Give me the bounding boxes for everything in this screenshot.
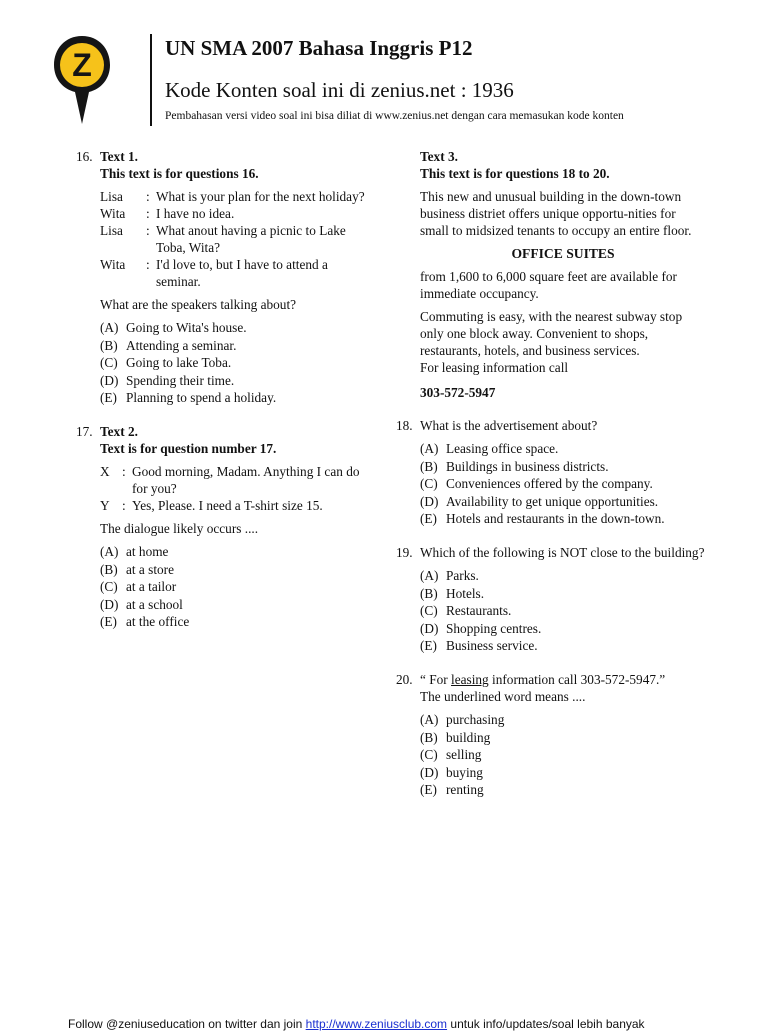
speaker: Wita [100, 206, 126, 221]
text-title: Text 3. [420, 149, 458, 164]
option-e[interactable]: (E) Planning to spend a holiday. [100, 390, 277, 406]
dialogue-line: Wita : I'd love to, but I have to attend a seminar. [100, 256, 366, 290]
speaker: X [100, 463, 110, 479]
dialogue [100, 463, 366, 514]
option-b[interactable]: (B) building [420, 729, 491, 745]
text-subtitle: This text is for questions 18 to 20. [420, 166, 610, 181]
option-d[interactable]: (D) Spending their time. [100, 372, 235, 388]
footer-line [68, 1017, 645, 1031]
zeniusclub-link[interactable]: http://www.zeniusclub.com [305, 1017, 448, 1031]
question-number: 20. [396, 671, 413, 687]
option-a[interactable]: (A) Parks. [420, 567, 479, 583]
option-e[interactable]: (E) renting [420, 782, 484, 798]
page-title: UN SMA 2007 Bahasa Inggris P12 [165, 36, 473, 60]
ad-heading: OFFICE SUITES [511, 246, 615, 261]
dialogue-line: X : Good morning, Madam. Anything I can do for you? [100, 463, 366, 497]
footer-text: Follow @zeniuseducation on twitter dan join [68, 1017, 306, 1031]
utterance: What anout having a picnic to Lake Toba, Wita? [156, 223, 346, 255]
option-b[interactable]: (B) at a store [100, 561, 174, 577]
speaker: Wita [100, 257, 126, 272]
utterance: I'd love to, but I have to attend a seminar. [156, 257, 328, 289]
question-18 [396, 417, 706, 528]
question-text: Which of the following is NOT close to the building? [420, 544, 705, 560]
dialogue-line: Wita : I have no idea. [100, 205, 366, 222]
option-d[interactable]: (D) at a school [100, 596, 183, 612]
option-a[interactable]: (A) at home [100, 543, 169, 559]
header-divider [150, 34, 152, 126]
video-note: Pembahasan versi video soal ini bisa diliat di www.zenius.net dengan cara memasukan kode konten [165, 110, 624, 122]
option-list [420, 440, 706, 528]
option-list [100, 543, 366, 631]
footer-text: untuk info/updates/soal lebih banyak [447, 1017, 645, 1031]
quote-line: “ For leasing information call 303-572-5947.” [420, 671, 666, 687]
question-text: The underlined word means .... [420, 688, 586, 704]
option-d[interactable]: (D) Availability to get unique opportunities. [420, 493, 659, 509]
option-c[interactable]: (C) Going to lake Toba. [100, 355, 232, 371]
option-list [420, 567, 706, 655]
speaker: Lisa [100, 189, 123, 204]
ad-paragraph: Commuting is easy, with the nearest subway stop only one block away. Convenient to shops, restaurants, hotels, and business services. [420, 309, 683, 358]
zenius-logo [52, 34, 112, 126]
option-e[interactable]: (E) Hotels and restaurants in the down-town. [420, 511, 665, 527]
option-c[interactable]: (C) selling [420, 747, 482, 763]
option-a[interactable]: (A) purchasing [420, 711, 505, 727]
option-b[interactable]: (B) Attending a seminar. [100, 337, 237, 353]
text-title: Text 1. [100, 149, 138, 164]
utterance: I have no idea. [156, 206, 235, 221]
option-list [100, 319, 366, 407]
option-d[interactable]: (D) Shopping centres. [420, 620, 542, 636]
right-column [396, 148, 706, 799]
option-e[interactable]: (E) Business service. [420, 638, 538, 654]
question-16 [76, 148, 366, 407]
text-3-block [396, 148, 706, 401]
dialogue-line: Lisa : What anout having a picnic to Lake Toba, Wita? [100, 222, 366, 256]
option-c[interactable]: (C) at a tailor [100, 579, 177, 595]
underlined-word: leasing [451, 671, 489, 687]
question-19 [396, 544, 706, 655]
question-20 [396, 671, 706, 799]
utterance: Yes, Please. I need a T-shirt size 15. [132, 497, 323, 513]
ad-paragraph: For leasing information call [420, 360, 569, 375]
option-c[interactable]: (C) Conveniences offered by the company. [420, 476, 653, 492]
speaker: Y [100, 497, 110, 513]
dialogue-line: Y : Yes, Please. I need a T-shirt size 15. [100, 497, 366, 514]
question-number: 19. [396, 544, 413, 560]
option-c[interactable]: (C) Restaurants. [420, 603, 512, 619]
option-b[interactable]: (B) Hotels. [420, 585, 485, 601]
speaker: Lisa [100, 223, 123, 238]
question-number: 17. [76, 423, 93, 439]
option-d[interactable]: (D) buying [420, 764, 483, 780]
question-text: What are the speakers talking about? [100, 297, 297, 312]
question-text: What is the advertisement about? [420, 418, 598, 433]
utterance: Good morning, Madam. Anything I can do for you? [132, 463, 360, 496]
option-b[interactable]: (B) Buildings in business districts. [420, 458, 609, 474]
text-title: Text 2. [100, 423, 138, 439]
option-a[interactable]: (A) Going to Wita's house. [100, 320, 247, 335]
option-list [420, 711, 706, 799]
question-17 [76, 423, 366, 631]
option-e[interactable]: (E) at the office [100, 614, 190, 630]
ad-paragraph: from 1,600 to 6,000 square feet are available for immediate occupancy. [420, 269, 677, 301]
question-number: 16. [76, 149, 93, 164]
text-subtitle: This text is for questions 16. [100, 166, 259, 181]
utterance: What is your plan for the next holiday? [156, 189, 365, 204]
ad-intro: This new and unusual building in the down-town business distriet offers unique opportu-nities for small to midsized tenants to occupy an entire floor. [420, 189, 692, 238]
content-code-line: Kode Konten soal ini di zenius.net : 1936 [165, 78, 514, 102]
dialogue [100, 188, 366, 290]
logo-letter: Z [72, 47, 92, 83]
question-text: The dialogue likely occurs .... [100, 520, 259, 536]
left-column [76, 148, 366, 631]
dialogue-line: Lisa : What is your plan for the next holiday? [100, 189, 365, 204]
ad-phone: 303-572-5947 [420, 385, 496, 400]
option-a[interactable]: (A) Leasing office space. [420, 441, 559, 456]
text-subtitle: Text is for question number 17. [100, 440, 277, 456]
question-number: 18. [396, 418, 413, 433]
